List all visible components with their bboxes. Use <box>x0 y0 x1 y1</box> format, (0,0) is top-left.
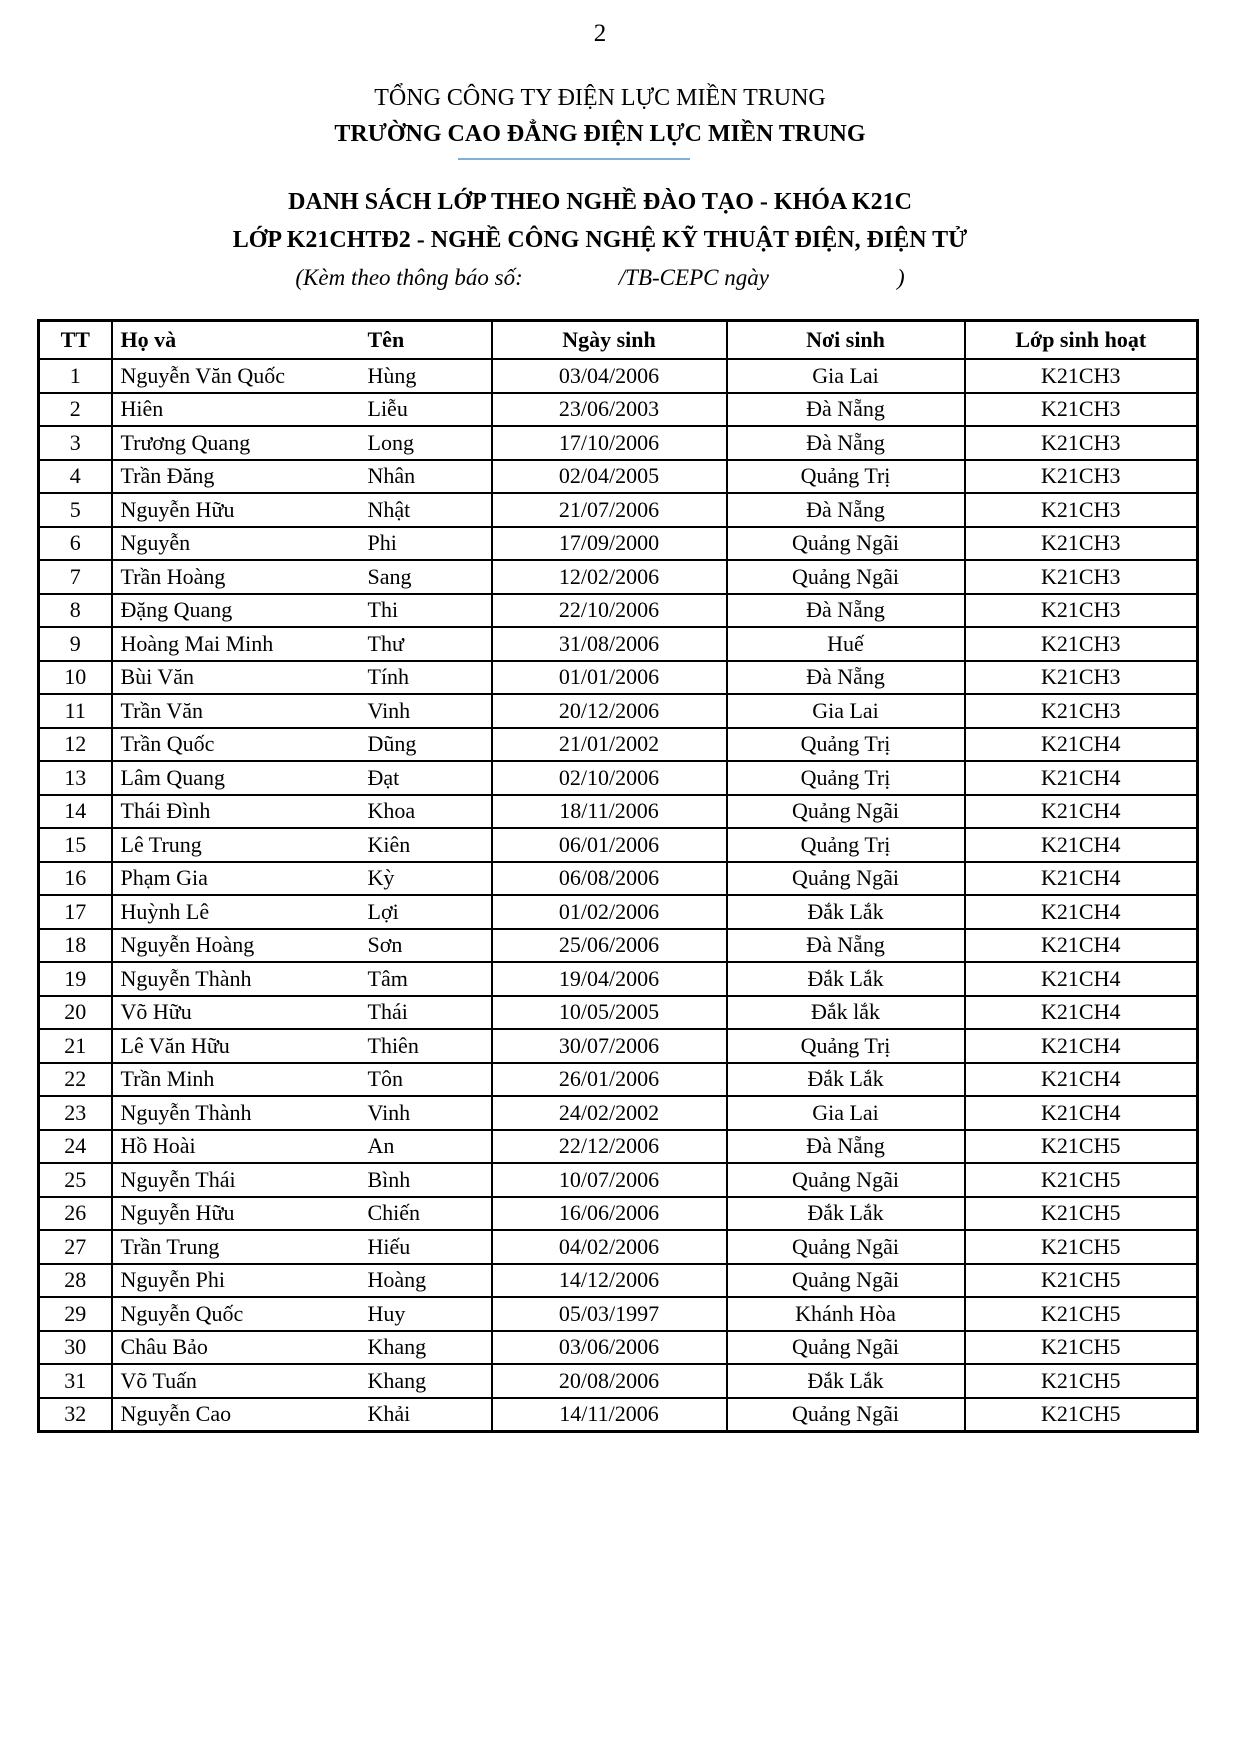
cell-ho: Lê Trung <box>120 831 202 857</box>
cell-ngay-sinh: 02/04/2005 <box>492 460 727 494</box>
cell-name <box>112 393 492 427</box>
cell-lop-sinh-hoat: K21CH5 <box>965 1230 1198 1264</box>
cell-name <box>112 1398 492 1432</box>
cell-noi-sinh: Quảng Trị <box>727 460 965 494</box>
cell-tt: 19 <box>39 962 112 996</box>
cell-noi-sinh: Quảng Ngãi <box>727 527 965 561</box>
cell-tt: 10 <box>39 661 112 695</box>
col-header-ngay-sinh: Ngày sinh <box>492 321 727 360</box>
cell-ten: Thiên <box>367 1032 419 1058</box>
cell-tt: 13 <box>39 761 112 795</box>
cell-name <box>112 661 492 695</box>
table-row <box>39 460 1198 494</box>
cell-noi-sinh: Đà Nẵng <box>727 594 965 628</box>
table-row <box>39 828 1198 862</box>
cell-tt: 8 <box>39 594 112 628</box>
cell-lop-sinh-hoat: K21CH3 <box>965 493 1198 527</box>
attachment-note-prefix: (Kèm theo thông báo số: <box>295 265 523 290</box>
cell-lop-sinh-hoat: K21CH3 <box>965 661 1198 695</box>
table-row <box>39 1364 1198 1398</box>
cell-lop-sinh-hoat: K21CH4 <box>965 728 1198 762</box>
cell-name <box>112 828 492 862</box>
cell-noi-sinh: Quảng Ngãi <box>727 560 965 594</box>
table-row <box>39 1230 1198 1264</box>
cell-ngay-sinh: 06/01/2006 <box>492 828 727 862</box>
cell-noi-sinh: Đắk Lắk <box>727 962 965 996</box>
cell-noi-sinh: Đà Nẵng <box>727 493 965 527</box>
cell-ho: Trần Văn <box>120 697 204 723</box>
cell-tt: 29 <box>39 1297 112 1331</box>
cell-noi-sinh: Quảng Ngãi <box>727 795 965 829</box>
table-row <box>39 728 1198 762</box>
cell-ten: Đạt <box>367 764 400 790</box>
cell-name <box>112 627 492 661</box>
cell-lop-sinh-hoat: K21CH5 <box>965 1331 1198 1365</box>
cell-tt: 17 <box>39 895 112 929</box>
cell-ngay-sinh: 23/06/2003 <box>492 393 727 427</box>
cell-lop-sinh-hoat: K21CH3 <box>965 694 1198 728</box>
class-title: LỚP K21CHTĐ2 - NGHỀ CÔNG NGHỆ KỸ THUẬT ĐIỆN, ĐIỆN TỬ <box>232 227 968 253</box>
cell-tt: 22 <box>39 1063 112 1097</box>
cell-lop-sinh-hoat: K21CH3 <box>965 594 1198 628</box>
cell-ten: Lợi <box>367 898 399 924</box>
cell-ngay-sinh: 10/07/2006 <box>492 1163 727 1197</box>
cell-tt: 30 <box>39 1331 112 1365</box>
cell-name <box>112 426 492 460</box>
cell-noi-sinh: Quảng Ngãi <box>727 1264 965 1298</box>
cell-name <box>112 359 492 393</box>
cell-ten: Nhật <box>367 496 411 522</box>
cell-tt: 18 <box>39 929 112 963</box>
cell-noi-sinh: Đắk Lắk <box>727 895 965 929</box>
cell-ho: Bùi Văn <box>120 664 195 690</box>
col-header-lop-sinh-hoat: Lớp sinh hoạt <box>965 321 1198 360</box>
table-row <box>39 493 1198 527</box>
cell-ten: Long <box>367 429 414 455</box>
cell-ten: Hiếu <box>367 1233 411 1259</box>
table-row <box>39 1096 1198 1130</box>
cell-tt: 23 <box>39 1096 112 1130</box>
cell-tt: 32 <box>39 1398 112 1432</box>
cell-ten: Dũng <box>367 731 417 757</box>
cell-ho: Nguyễn Hữu <box>120 496 235 522</box>
cell-lop-sinh-hoat: K21CH4 <box>965 895 1198 929</box>
table-row <box>39 929 1198 963</box>
cell-ngay-sinh: 20/12/2006 <box>492 694 727 728</box>
cell-ten: Khoa <box>367 798 416 824</box>
cell-ten: Thái <box>367 999 408 1025</box>
cell-ngay-sinh: 24/02/2002 <box>492 1096 727 1130</box>
cell-name <box>112 1364 492 1398</box>
cell-ho: Trần Minh <box>120 1066 215 1092</box>
cell-noi-sinh: Đắk Lắk <box>727 1063 965 1097</box>
cell-ho: Nguyễn Văn Quốc <box>120 362 286 388</box>
table-row <box>39 1130 1198 1164</box>
cell-name <box>112 862 492 896</box>
cell-name <box>112 1197 492 1231</box>
cell-ngay-sinh: 14/12/2006 <box>492 1264 727 1298</box>
table-row <box>39 527 1198 561</box>
cell-tt: 27 <box>39 1230 112 1264</box>
cell-ngay-sinh: 05/03/1997 <box>492 1297 727 1331</box>
cell-noi-sinh: Đà Nẵng <box>727 426 965 460</box>
table-row <box>39 1264 1198 1298</box>
cell-ten: Tính <box>367 664 410 690</box>
cell-ngay-sinh: 16/06/2006 <box>492 1197 727 1231</box>
cell-tt: 26 <box>39 1197 112 1231</box>
cell-name <box>112 996 492 1030</box>
cell-noi-sinh: Quảng Trị <box>727 828 965 862</box>
cell-ngay-sinh: 18/11/2006 <box>492 795 727 829</box>
cell-lop-sinh-hoat: K21CH4 <box>965 962 1198 996</box>
cell-lop-sinh-hoat: K21CH5 <box>965 1297 1198 1331</box>
cell-noi-sinh: Đà Nẵng <box>727 393 965 427</box>
cell-tt: 14 <box>39 795 112 829</box>
cell-ho: Lê Văn Hữu <box>120 1032 230 1058</box>
cell-ten: Nhân <box>367 463 416 489</box>
header-divider <box>458 158 690 160</box>
cell-tt: 5 <box>39 493 112 527</box>
cell-tt: 2 <box>39 393 112 427</box>
org-name: TỔNG CÔNG TY ĐIỆN LỰC MIỀN TRUNG <box>374 85 826 111</box>
cell-tt: 12 <box>39 728 112 762</box>
cell-lop-sinh-hoat: K21CH5 <box>965 1130 1198 1164</box>
table-row <box>39 661 1198 695</box>
cell-ten: Sơn <box>367 932 403 958</box>
cell-noi-sinh: Đắk lắk <box>727 996 965 1030</box>
cell-ho: Nguyễn Phi <box>120 1267 225 1293</box>
cell-ten: Vinh <box>367 1099 411 1125</box>
cell-ten: Thư <box>367 630 404 656</box>
cell-name <box>112 527 492 561</box>
cell-tt: 28 <box>39 1264 112 1298</box>
table-row <box>39 426 1198 460</box>
cell-lop-sinh-hoat: K21CH4 <box>965 1029 1198 1063</box>
table-row <box>39 795 1198 829</box>
cell-ten: Tâm <box>367 965 408 991</box>
cell-ho: Võ Hữu <box>120 999 192 1025</box>
cell-name <box>112 1063 492 1097</box>
cell-lop-sinh-hoat: K21CH5 <box>965 1163 1198 1197</box>
table-row <box>39 895 1198 929</box>
cell-ngay-sinh: 19/04/2006 <box>492 962 727 996</box>
cell-ngay-sinh: 03/04/2006 <box>492 359 727 393</box>
cell-lop-sinh-hoat: K21CH4 <box>965 761 1198 795</box>
cell-ho: Trần Quốc <box>120 731 215 757</box>
cell-noi-sinh: Đắk Lắk <box>727 1364 965 1398</box>
cell-lop-sinh-hoat: K21CH3 <box>965 627 1198 661</box>
cell-noi-sinh: Gia Lai <box>727 1096 965 1130</box>
cell-ho: Trần Trung <box>120 1233 220 1259</box>
cell-noi-sinh: Gia Lai <box>727 694 965 728</box>
cell-ngay-sinh: 20/08/2006 <box>492 1364 727 1398</box>
cell-name <box>112 694 492 728</box>
cell-name <box>112 594 492 628</box>
table-row <box>39 594 1198 628</box>
cell-lop-sinh-hoat: K21CH4 <box>965 1063 1198 1097</box>
cell-tt: 9 <box>39 627 112 661</box>
cell-name <box>112 929 492 963</box>
cell-tt: 11 <box>39 694 112 728</box>
cell-ngay-sinh: 01/02/2006 <box>492 895 727 929</box>
cell-lop-sinh-hoat: K21CH3 <box>965 359 1198 393</box>
cell-name <box>112 728 492 762</box>
table-row <box>39 1297 1198 1331</box>
cell-ngay-sinh: 21/01/2002 <box>492 728 727 762</box>
cell-ho: Trần Đăng <box>120 463 215 489</box>
cell-ten: Vinh <box>367 697 411 723</box>
cell-ngay-sinh: 10/05/2005 <box>492 996 727 1030</box>
cell-ho: Trần Hoàng <box>120 563 226 589</box>
cell-noi-sinh: Gia Lai <box>727 359 965 393</box>
cell-name <box>112 560 492 594</box>
cell-name <box>112 1230 492 1264</box>
cell-ten: Khang <box>367 1367 427 1393</box>
cell-ngay-sinh: 02/10/2006 <box>492 761 727 795</box>
cell-ngay-sinh: 12/02/2006 <box>492 560 727 594</box>
cell-ten: Kỳ <box>367 865 395 891</box>
cell-noi-sinh: Quảng Ngãi <box>727 1230 965 1264</box>
cell-ho: Thái Đình <box>120 798 211 824</box>
cell-ho: Nguyễn Hoàng <box>120 932 255 958</box>
cell-lop-sinh-hoat: K21CH3 <box>965 426 1198 460</box>
table-row <box>39 1398 1198 1432</box>
cell-ho: Lâm Quang <box>120 764 225 790</box>
table-row <box>39 1197 1198 1231</box>
cell-noi-sinh: Quảng Trị <box>727 761 965 795</box>
cell-ho: Nguyễn Cao <box>120 1401 232 1427</box>
cell-lop-sinh-hoat: K21CH4 <box>965 862 1198 896</box>
table-header-row <box>39 321 1198 360</box>
cell-ten: Sang <box>367 563 412 589</box>
cell-lop-sinh-hoat: K21CH3 <box>965 527 1198 561</box>
cell-ten: Bình <box>367 1166 411 1192</box>
table-row <box>39 627 1198 661</box>
cell-name <box>112 1096 492 1130</box>
cell-tt: 16 <box>39 862 112 896</box>
cell-ho: Huỳnh Lê <box>120 898 210 924</box>
cell-lop-sinh-hoat: K21CH3 <box>965 393 1198 427</box>
cell-tt: 1 <box>39 359 112 393</box>
table-row <box>39 761 1198 795</box>
cell-name <box>112 761 492 795</box>
table-row <box>39 359 1198 393</box>
cell-noi-sinh: Quảng Ngãi <box>727 1398 965 1432</box>
cell-ngay-sinh: 22/10/2006 <box>492 594 727 628</box>
col-header-tt: TT <box>39 321 112 360</box>
cell-ten: Khải <box>367 1401 411 1427</box>
cell-ten: Khang <box>367 1334 427 1360</box>
cell-ngay-sinh: 03/06/2006 <box>492 1331 727 1365</box>
cell-ngay-sinh: 30/07/2006 <box>492 1029 727 1063</box>
cell-ho: Phạm Gia <box>120 865 208 891</box>
cell-name <box>112 795 492 829</box>
cell-ngay-sinh: 17/10/2006 <box>492 426 727 460</box>
cell-noi-sinh: Đà Nẵng <box>727 1130 965 1164</box>
cell-ten: Hoàng <box>367 1267 427 1293</box>
cell-tt: 21 <box>39 1029 112 1063</box>
cell-name <box>112 962 492 996</box>
cell-noi-sinh: Đắk Lắk <box>727 1197 965 1231</box>
cell-noi-sinh: Khánh Hòa <box>727 1297 965 1331</box>
cell-name <box>112 895 492 929</box>
cell-lop-sinh-hoat: K21CH5 <box>965 1264 1198 1298</box>
cell-ngay-sinh: 25/06/2006 <box>492 929 727 963</box>
cell-tt: 20 <box>39 996 112 1030</box>
cell-ten: Tôn <box>367 1066 403 1092</box>
cell-ten: An <box>367 1133 395 1159</box>
table-row <box>39 694 1198 728</box>
cell-tt: 25 <box>39 1163 112 1197</box>
cell-noi-sinh: Quảng Ngãi <box>727 1331 965 1365</box>
cell-ho: Võ Tuấn <box>120 1367 197 1393</box>
table-row <box>39 560 1198 594</box>
cell-tt: 15 <box>39 828 112 862</box>
cell-name <box>112 1297 492 1331</box>
cell-ho: Hiên <box>120 396 164 422</box>
cell-lop-sinh-hoat: K21CH5 <box>965 1364 1198 1398</box>
col-header-name <box>112 321 492 360</box>
table-row <box>39 996 1198 1030</box>
cell-name <box>112 1163 492 1197</box>
cell-ho: Châu Bảo <box>120 1334 208 1360</box>
page-number: 2 <box>593 20 607 47</box>
cell-noi-sinh: Đà Nẵng <box>727 929 965 963</box>
cell-noi-sinh: Quảng Ngãi <box>727 1163 965 1197</box>
cell-ho: Đặng Quang <box>120 597 233 623</box>
cell-lop-sinh-hoat: K21CH4 <box>965 929 1198 963</box>
cell-noi-sinh: Huế <box>727 627 965 661</box>
cell-lop-sinh-hoat: K21CH5 <box>965 1398 1198 1432</box>
cell-tt: 24 <box>39 1130 112 1164</box>
cell-lop-sinh-hoat: K21CH5 <box>965 1197 1198 1231</box>
cell-tt: 7 <box>39 560 112 594</box>
school-name: TRƯỜNG CAO ĐẲNG ĐIỆN LỰC MIỀN TRUNG <box>334 121 866 147</box>
cell-tt: 3 <box>39 426 112 460</box>
cell-ho: Nguyễn Thành <box>120 965 252 991</box>
cell-ngay-sinh: 06/08/2006 <box>492 862 727 896</box>
cell-noi-sinh: Đà Nẵng <box>727 661 965 695</box>
student-table <box>37 319 1199 1433</box>
attachment-note <box>0 265 1200 291</box>
cell-ten: Chiến <box>367 1200 421 1226</box>
cell-name <box>112 1264 492 1298</box>
cell-ho: Nguyễn Thành <box>120 1099 252 1125</box>
attachment-note-mid: /TB-CEPC ngày <box>618 265 769 290</box>
cell-lop-sinh-hoat: K21CH4 <box>965 996 1198 1030</box>
cell-ho: Trương Quang <box>120 429 251 455</box>
cell-tt: 31 <box>39 1364 112 1398</box>
cell-lop-sinh-hoat: K21CH4 <box>965 795 1198 829</box>
cell-ngay-sinh: 17/09/2000 <box>492 527 727 561</box>
cell-ngay-sinh: 01/01/2006 <box>492 661 727 695</box>
table-row <box>39 962 1198 996</box>
cell-name <box>112 493 492 527</box>
table-row <box>39 862 1198 896</box>
cell-ten: Phi <box>367 530 397 556</box>
cell-ngay-sinh: 04/02/2006 <box>492 1230 727 1264</box>
table-row <box>39 1063 1198 1097</box>
cell-ho: Hồ Hoài <box>120 1133 196 1159</box>
cell-ho: Nguyễn Thái <box>120 1166 236 1192</box>
table-row <box>39 1029 1198 1063</box>
cell-ho: Nguyễn Hữu <box>120 1200 235 1226</box>
cell-tt: 4 <box>39 460 112 494</box>
cell-noi-sinh: Quảng Trị <box>727 728 965 762</box>
cell-ngay-sinh: 26/01/2006 <box>492 1063 727 1097</box>
cell-ngay-sinh: 14/11/2006 <box>492 1398 727 1432</box>
table-row <box>39 1163 1198 1197</box>
cell-lop-sinh-hoat: K21CH3 <box>965 560 1198 594</box>
cell-ho: Nguyễn <box>120 530 191 556</box>
cell-ngay-sinh: 31/08/2006 <box>492 627 727 661</box>
cell-lop-sinh-hoat: K21CH3 <box>965 460 1198 494</box>
cell-ten: Huy <box>367 1300 406 1326</box>
table-row <box>39 393 1198 427</box>
cell-name <box>112 1029 492 1063</box>
col-header-ten: Tên <box>367 327 405 352</box>
cell-name <box>112 1331 492 1365</box>
cell-name <box>112 460 492 494</box>
cell-noi-sinh: Quảng Ngãi <box>727 862 965 896</box>
attachment-note-suffix: ) <box>896 265 905 290</box>
cell-name <box>112 1130 492 1164</box>
cell-ten: Hùng <box>367 362 417 388</box>
col-header-ho: Họ và <box>120 327 177 352</box>
cell-ho: Nguyễn Quốc <box>120 1300 244 1326</box>
cell-ten: Kiên <box>367 831 411 857</box>
list-title: DANH SÁCH LỚP THEO NGHỀ ĐÀO TẠO - KHÓA K21C <box>288 189 912 215</box>
cell-lop-sinh-hoat: K21CH4 <box>965 1096 1198 1130</box>
cell-ngay-sinh: 21/07/2006 <box>492 493 727 527</box>
cell-lop-sinh-hoat: K21CH4 <box>965 828 1198 862</box>
table-row <box>39 1331 1198 1365</box>
cell-noi-sinh: Quảng Trị <box>727 1029 965 1063</box>
col-header-noi-sinh: Nơi sinh <box>727 321 965 360</box>
cell-ho: Hoàng Mai Minh <box>120 630 274 656</box>
cell-ngay-sinh: 22/12/2006 <box>492 1130 727 1164</box>
cell-tt: 6 <box>39 527 112 561</box>
cell-ten: Liễu <box>367 396 408 422</box>
cell-ten: Thi <box>367 597 399 623</box>
